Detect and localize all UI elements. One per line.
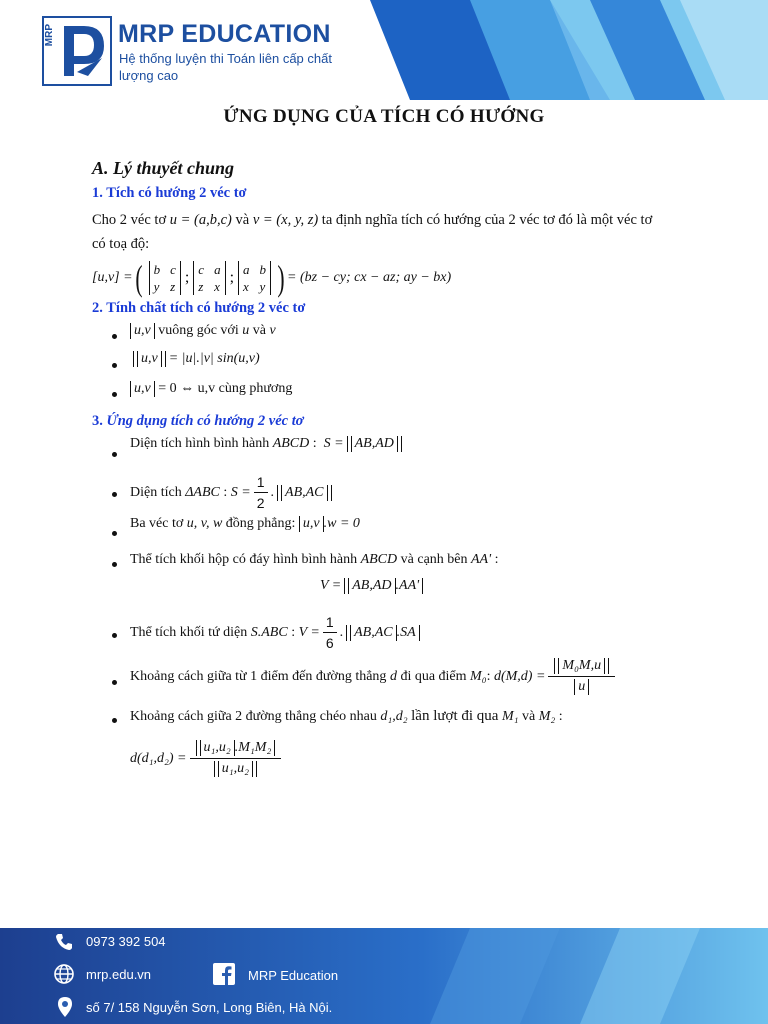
page-footer — [0, 928, 768, 1024]
determinant-1 — [149, 261, 181, 295]
a7-and: và — [521, 708, 536, 724]
s1-heading: 1. Tích có hướng 2 véc tơ — [92, 185, 247, 201]
cross-m0m-u: M₀M,u — [558, 658, 605, 674]
a2-eq: S = — [230, 484, 251, 500]
s1-and: và — [235, 212, 250, 228]
logo-letters: MRP — [44, 24, 55, 47]
s3-heading — [92, 413, 722, 430]
s1-intro-a: Cho 2 véc tơ — [92, 212, 167, 228]
a4-edge: AA' — [471, 552, 492, 567]
property-collinear — [130, 381, 722, 409]
a5-text: Thể tích khối tứ diện — [130, 624, 248, 640]
determinant-3 — [238, 261, 271, 295]
app-parallelogram-area: Diện tích hình bình hành ABCD : S = AB,AD — [130, 436, 722, 474]
p1-and: và — [252, 323, 266, 338]
a7-m2: M₂ — [538, 708, 556, 724]
section-a-heading: A. Lý thuyết chung — [92, 158, 235, 178]
brand-tagline: Hệ thống luyện thi Toán liên cấp chất lượng cao — [119, 51, 332, 83]
a1-text: Diện tích hình bình hành — [130, 436, 270, 451]
location-pin-icon — [56, 996, 74, 1018]
app-triangle-area: Diện tích ΔABC : S = $\frac{1}{2}$ . AB,AC — [130, 474, 722, 516]
cross-u1-u2-den: u₁,u₂ — [218, 761, 253, 777]
det3-b: b — [259, 262, 267, 277]
cross-uv: u,v — [130, 323, 155, 339]
sep-1: ; — [184, 269, 190, 286]
det1-a: b — [153, 262, 161, 277]
det3-d: y — [259, 279, 266, 294]
v-definition: v = (x, y, z) — [252, 212, 319, 228]
det2-d: x — [214, 279, 220, 294]
sixth-num: 1 — [323, 614, 337, 633]
p1-text: vuông góc với — [158, 323, 239, 338]
footer-address: số 7/ 158 Nguyễn Sơn, Long Biên, Hà Nội. — [86, 1000, 333, 1015]
app-coplanar — [130, 516, 722, 552]
a3-eq: .w = 0 — [323, 516, 360, 531]
a4-eq: V = — [320, 578, 342, 593]
det1-d: z — [170, 279, 176, 294]
cross-ab-ad: AB,AD — [351, 436, 398, 452]
a5-eq: V = — [298, 624, 320, 640]
a2-text: Diện tích — [130, 484, 182, 500]
half-den: 2 — [256, 495, 265, 511]
a2-fig: ΔABC — [185, 484, 220, 500]
a6-m0: M₀ — [470, 668, 487, 684]
app-skew-lines-distance: Khoảng cách giữa 2 đường thẳng chéo nhau d₁,d₂ lần lượt đi qua M₁ và M₂ : — [130, 708, 722, 734]
p1-u: u — [242, 323, 250, 338]
fraction-distance-point — [548, 658, 615, 695]
s3-heading-num: 3. — [92, 413, 103, 429]
skew-distance-formula — [130, 740, 722, 777]
det1-b: c — [170, 262, 176, 277]
header-decoration — [360, 0, 768, 100]
app-point-line-distance: Khoảng cách giữa từ 1 điểm đến đường thẳng d đi qua điểm M₀ : d(M,d) = $\frac{\text{M₀M,u}}{u}$ — [130, 658, 722, 708]
a1-eq: S = — [323, 436, 344, 451]
cross-ab-ac: AB,AC — [281, 485, 328, 501]
app-tetra-volume: Thể tích khối tứ diện S.ABC : V = $\frac{1}{6}$ . AB,AC .SA — [130, 614, 722, 658]
facebook-icon — [213, 963, 235, 985]
cross-ab-ad-2: AB,AD — [348, 578, 395, 594]
a7-m1: M₁ — [501, 708, 519, 724]
s2-heading: 2. Tính chất tích có hướng 2 véc tơ — [92, 300, 306, 316]
det2-c: z — [198, 279, 204, 294]
a7-lines: d₁,d₂ — [380, 708, 408, 724]
fraction-distance-lines: $\frac{\text{u₁,u₂ .M₁M₂}}{\text{u₁,u₂}}$ — [190, 740, 282, 777]
s1-intro — [92, 208, 722, 232]
a4-and: và cạnh bên — [400, 552, 468, 567]
globe-icon — [53, 963, 75, 985]
half-num: 1 — [254, 474, 268, 493]
cross-u1-u2: u₁,u₂ — [200, 740, 235, 756]
a7-text-a: Khoảng cách giữa 2 đường thẳng chéo nhau — [130, 708, 377, 724]
cross-product-formula — [92, 260, 722, 296]
properties-list — [92, 323, 722, 409]
a6-eq: d(M,d) = — [493, 668, 546, 684]
cross-uv-2: u,v — [137, 351, 162, 367]
u-definition: u = (a,b,c) — [169, 212, 232, 228]
det3-a: a — [243, 262, 250, 277]
s1-intro-b: ta định nghĩa tích có hướng của 2 véc tơ đó là một véc tơ — [321, 212, 653, 228]
s3-heading-text: Ứng dụng tích có hướng 2 véc tơ — [106, 413, 304, 429]
det1-c: y — [153, 279, 160, 294]
s1-intro-c: có toạ độ: — [92, 236, 150, 252]
paren-right: ) — [277, 258, 285, 298]
cross-uv-3: u,v — [130, 381, 155, 397]
a4-text: Thể tích khối hộp có đáy hình bình hành — [130, 552, 358, 567]
sixth-den: 6 — [325, 635, 334, 651]
a1-fig: ABCD — [272, 436, 310, 451]
property-magnitude — [130, 351, 722, 381]
a6-text-a: Khoảng cách giữa từ 1 điểm đến đường thẳng — [130, 668, 387, 684]
phone-icon — [54, 932, 74, 952]
page-header — [0, 0, 768, 100]
logo-mark — [42, 16, 112, 86]
fraction-half — [254, 474, 268, 511]
brand-name: MRP EDUCATION — [118, 20, 331, 48]
cross-ab-ac-2: AB,AC — [350, 625, 397, 641]
det2-b: a — [214, 262, 221, 277]
a3-mid: đồng phẳng: — [225, 516, 296, 531]
determinant-2 — [193, 261, 225, 295]
a7-text-b: lần lượt đi qua — [411, 708, 499, 724]
property-perpendicular — [130, 323, 722, 351]
footer-facebook[interactable]: MRP Education — [248, 968, 339, 983]
sep-2: ; — [229, 269, 235, 286]
det2-a: c — [198, 262, 205, 277]
a4-fig: ABCD — [360, 552, 398, 567]
p1-v: v — [269, 323, 276, 338]
box-volume-formula: V = AB,AD .AA' — [130, 578, 722, 614]
footer-phone[interactable]: 0973 392 504 — [86, 934, 166, 949]
a6-text-b: đi qua điểm — [400, 668, 467, 684]
a6-d: d — [389, 668, 397, 684]
a3-vecs: u, v, w — [186, 516, 223, 531]
app-box-volume: Thể tích khối hộp có đáy hình bình hành ABCD và cạnh bên AA' : — [130, 552, 722, 578]
cross-uv-4: u,v — [299, 516, 324, 532]
det3-c: x — [243, 279, 249, 294]
norm-u: u — [574, 679, 589, 695]
paren-left: ( — [134, 258, 143, 298]
p3-rhs: = 0 ⇔ u,v cùng phương — [158, 381, 293, 396]
formula-lhs: [u,v] = — [92, 270, 133, 285]
formula-rhs: = (bz − cy; cx − az; ay − bx) — [287, 270, 452, 285]
page-title: ỨNG DỤNG CỦA TÍCH CÓ HƯỚNG — [223, 106, 545, 127]
p2-rhs: = |u|.|v| sin(u,v) — [168, 351, 260, 366]
fraction-sixth — [323, 614, 337, 651]
footer-website[interactable]: mrp.edu.vn — [86, 967, 152, 982]
a5-fig: S.ABC — [250, 624, 288, 640]
applications-list — [92, 436, 722, 734]
a3-text: Ba véc tơ — [130, 516, 184, 531]
document-body — [92, 158, 722, 777]
a7-eq: d(d₁,d₂) = — [130, 750, 187, 766]
